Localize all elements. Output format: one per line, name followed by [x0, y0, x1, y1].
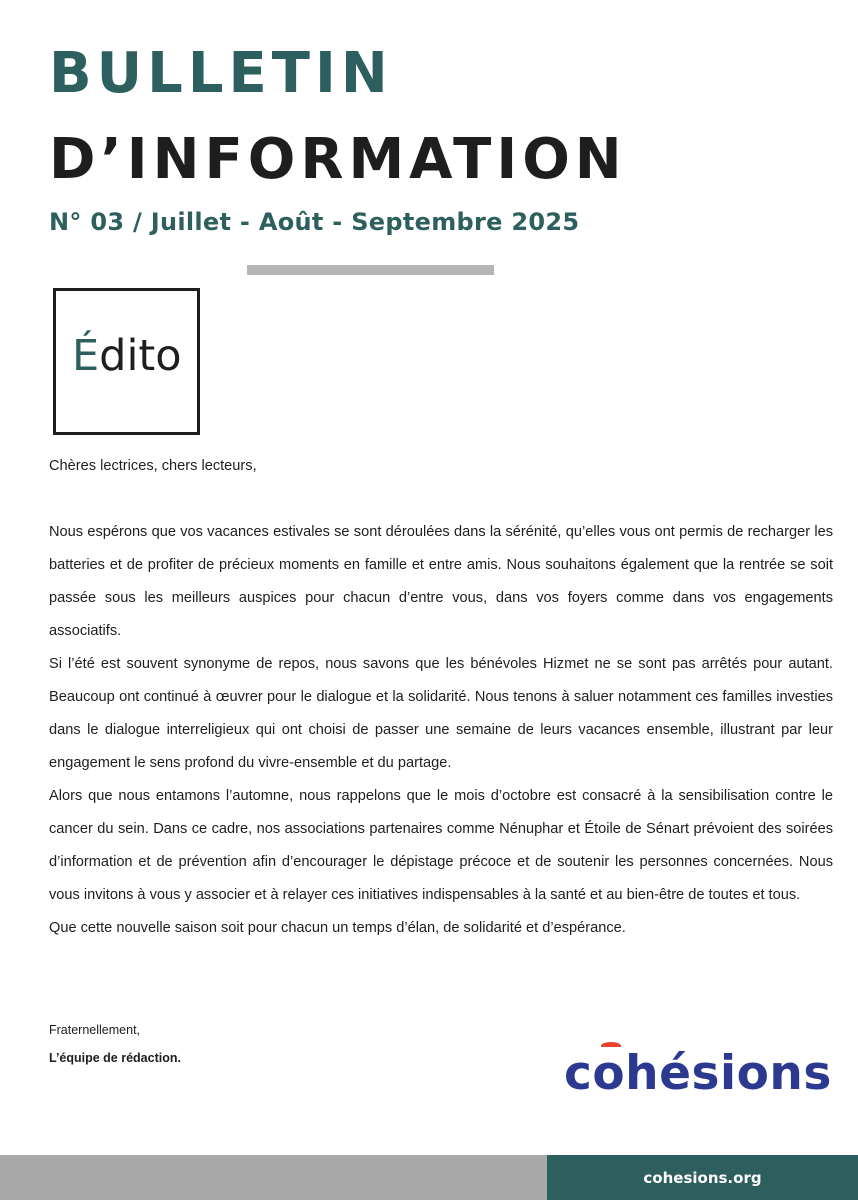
edito-label-rest: dito [99, 331, 182, 381]
bulletin-title-line2: D’INFORMATION [49, 127, 627, 192]
logo-accent-mark [601, 1042, 621, 1050]
issue-subtitle: N° 03 / Juillet - Août - Septembre 2025 [49, 208, 580, 236]
footer-website-link[interactable]: cohesions.org [643, 1168, 762, 1187]
paragraph: Nous espérons que vos vacances estivales se sont déroulées dans la sérénité, qu’elles vous ont permis de recharger les batteries et de profiter de précieux moments en famille et entre amis. Nous souhaitons également que la rentrée se soit passée sous les meilleurs auspices pour chacun d’entre vous, dans vos foyers comme dans vos engagements associatifs. [49, 524, 833, 639]
header-divider [247, 265, 494, 275]
signature [49, 1016, 181, 1072]
edito-body [49, 450, 833, 945]
footer-gray-band [0, 1155, 547, 1200]
cohesions-logo: c ohésions [564, 1050, 832, 1097]
edito-box [53, 288, 200, 435]
closing: Fraternellement, [49, 1023, 141, 1037]
bulletin-title-line1: BULLETIN [49, 41, 393, 106]
edito-label-initial: É [72, 331, 100, 381]
paragraph: Alors que nous entamons l’automne, nous rappelons que le mois d’octobre est consacré à la sensibilisation contre le cancer du sein. Dans ce cadre, nos associations partenaires comme Nénuphar et Étoile de Sénart prévoient des soirées d’information et de prévention afin d’encourager le dépistage précoce et de soutenir les personnes concernées. Nous vous invitons à vous y associer et à relayer ces initiatives indispensables à la santé et au bien-être de toutes et tous. [49, 788, 833, 903]
edito-label [72, 331, 182, 381]
paragraph: Que cette nouvelle saison soit pour chacun un temps d’élan, de solidarité et d’espérance. [49, 920, 626, 936]
signature-team: L’équipe de rédaction. [49, 1051, 181, 1065]
greeting: Chères lectrices, chers lecteurs, [49, 458, 257, 474]
footer-teal-band [547, 1155, 858, 1200]
paragraph: Si l’été est souvent synonyme de repos, nous savons que les bénévoles Hizmet ne se sont pas arrêtés pour autant. Beaucoup ont continué à œuvrer pour le dialogue et la solidarité. Nous tenons à saluer notamment ces familles investies dans le dialogue interreligieux qui ont choisi de passer une semaine de leurs vacances ensemble, illustrant par leur engagement le sens profond du vivre-ensemble et du partage. [49, 656, 833, 771]
